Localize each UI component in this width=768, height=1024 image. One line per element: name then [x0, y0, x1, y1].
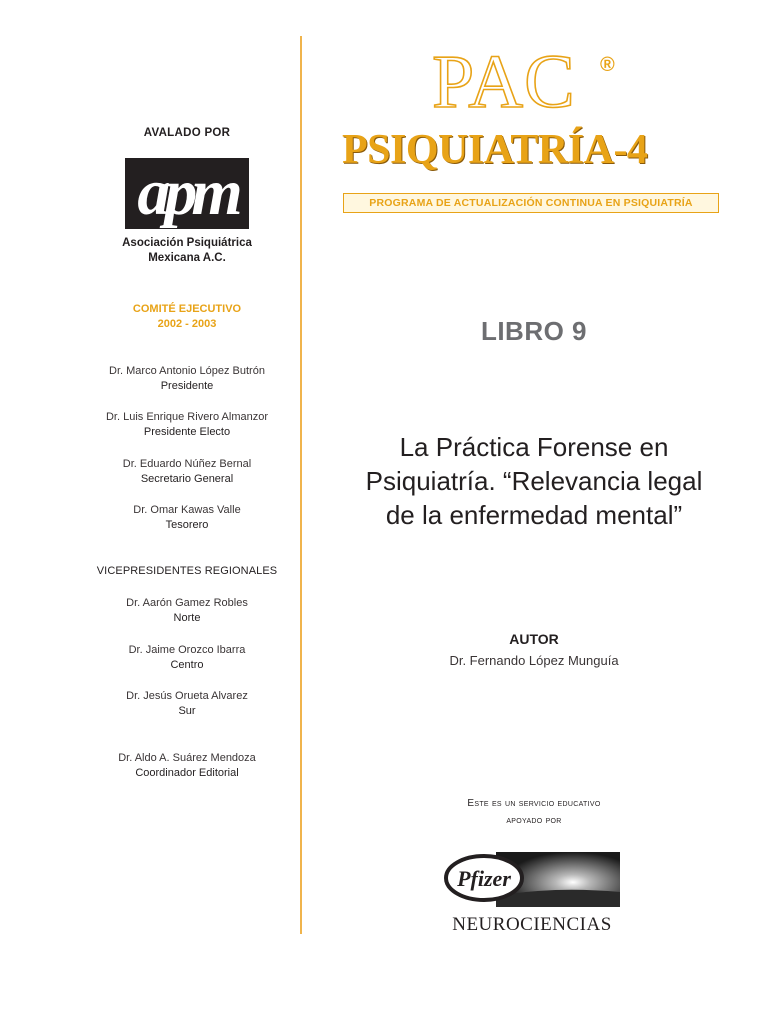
column-divider [300, 36, 302, 934]
avalado-label: AVALADO POR [143, 127, 231, 139]
member-norte [60, 596, 314, 626]
member-name: Dr. Luis Enrique Rivero Almanzor [105, 411, 268, 423]
pfizer-logo [444, 852, 620, 934]
member-name: Dr. Jaime Orozco Ibarra [128, 644, 246, 656]
psiquiatria-title: PSIQUIATRÍA-4 [342, 127, 648, 173]
member-sur [60, 689, 314, 719]
member-role: Sur [178, 705, 196, 717]
member-name: Dr. Jesús Orueta Alvarez [126, 690, 248, 702]
comite-heading [60, 302, 314, 332]
book-title-line3: de la enfermedad mental” [385, 500, 683, 530]
pfizer-wordmark: Pfizer [457, 866, 511, 891]
sponsor-note [330, 795, 738, 829]
member-role: Presidente Electo [143, 426, 231, 438]
book-title-line1: La Práctica Forense en [399, 432, 669, 462]
neurociencias-label: NEUROCIENCIAS [452, 914, 612, 934]
author-label: AUTOR [509, 631, 559, 647]
member-editorial [60, 751, 314, 781]
book-title-line2: Psiquiatría. “Relevancia legal [365, 466, 703, 496]
member-name: Dr. Omar Kawas Valle [133, 504, 241, 516]
programa-banner: PROGRAMA DE ACTUALIZACIÓN CONTINUA EN PSIQUIATRÍA [343, 193, 719, 213]
association-name-line1: Asociación Psiquiátrica [122, 237, 252, 249]
sponsor-note-line2: apoyado por [506, 815, 562, 826]
author-name: Dr. Fernando López Munguía [449, 653, 619, 668]
vice-heading: VICEPRESIDENTES REGIONALES [96, 565, 278, 577]
pac-title: PAC [432, 40, 576, 124]
association-name-line2: Mexicana A.C. [148, 252, 226, 264]
member-name: Dr. Aldo A. Suárez Mendoza [118, 752, 256, 764]
member-name: Dr. Aarón Gamez Robles [126, 597, 248, 609]
member-president-elect [60, 410, 314, 440]
association-name [60, 236, 314, 266]
member-role: Centro [170, 659, 204, 671]
member-role: Tesorero [165, 519, 209, 531]
member-name: Dr. Eduardo Núñez Bernal [122, 458, 252, 470]
apm-logo [125, 158, 249, 229]
sponsor-note-line1: Este es un servicio educativo [467, 798, 601, 809]
comite-title: COMITÉ EJECUTIVO [132, 303, 242, 315]
member-role: Secretario General [140, 473, 234, 485]
book-title [330, 430, 738, 532]
member-secretary [60, 457, 314, 487]
member-name: Dr. Marco Antonio López Butrón [109, 365, 265, 377]
book-number: LIBRO 9 [480, 316, 588, 346]
member-centro [60, 643, 314, 673]
member-treasurer [60, 503, 314, 533]
member-role: Coordinador Editorial [135, 767, 239, 779]
comite-years: 2002 - 2003 [157, 318, 217, 330]
member-role: Presidente [160, 380, 214, 392]
member-role: Norte [173, 612, 201, 624]
registered-mark: ® [600, 54, 615, 76]
apm-logo-letters: apm [137, 158, 237, 229]
member-president [60, 364, 314, 394]
